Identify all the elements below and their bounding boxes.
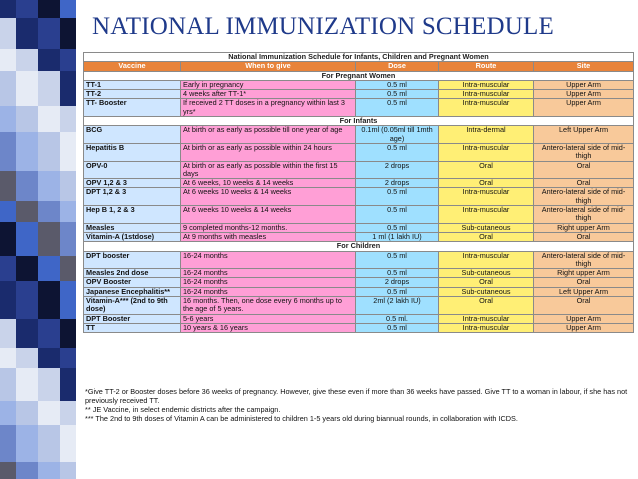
column-header: When to give bbox=[181, 62, 356, 71]
table-cell: OPV Booster bbox=[84, 278, 181, 287]
table-cell: 1 ml (1 lakh IU) bbox=[356, 232, 439, 241]
table-cell: 2 drops bbox=[356, 161, 439, 179]
table-row bbox=[84, 251, 634, 269]
table-cell: 0.5 ml bbox=[356, 188, 439, 206]
table-cell: At birth or as early as possible within the first 15 days bbox=[181, 161, 356, 179]
table-cell: Vitamin-A (1stdose) bbox=[84, 232, 181, 241]
table-cell: Intra-muscular bbox=[439, 143, 534, 161]
table-cell: Japanese Encephalitis** bbox=[84, 287, 181, 296]
table-cell: At birth or as early as possible till one year of age bbox=[181, 126, 356, 144]
table-cell: Antero-lateral side of mid-thigh bbox=[534, 251, 634, 269]
table-cell: Sub-cutaneous bbox=[439, 223, 534, 232]
table-cell: Oral bbox=[439, 161, 534, 179]
table-cell: 4 weeks after TT-1* bbox=[181, 90, 356, 99]
table-cell: Antero-lateral side of mid-thigh bbox=[534, 188, 634, 206]
table-cell: At 6 weeks 10 weeks & 14 weeks bbox=[181, 188, 356, 206]
table-cell: 0.5 ml bbox=[356, 99, 439, 117]
footnote: *** The 2nd to 9th doses of Vitamin A can be administered to children 1-5 years old during biannual rounds, in collaboration with ICDS. bbox=[85, 414, 518, 423]
table-row bbox=[84, 314, 634, 323]
table-cell: Oral bbox=[534, 278, 634, 287]
table-row bbox=[84, 179, 634, 188]
group-header: For Infants bbox=[84, 117, 634, 126]
table-cell: 2 drops bbox=[356, 278, 439, 287]
table-cell: 0.5 ml bbox=[356, 223, 439, 232]
table-cell: Upper Arm bbox=[534, 80, 634, 89]
table-cell: 16-24 months bbox=[181, 269, 356, 278]
table-cell: Intra-muscular bbox=[439, 206, 534, 224]
table-row bbox=[84, 297, 634, 315]
table-cell: OPV-0 bbox=[84, 161, 181, 179]
table-cell: Intra-muscular bbox=[439, 188, 534, 206]
table-cell: Oral bbox=[439, 179, 534, 188]
table-cell: Oral bbox=[534, 232, 634, 241]
table-cell: TT-1 bbox=[84, 80, 181, 89]
immunization-schedule-image bbox=[83, 52, 633, 477]
table-row bbox=[84, 278, 634, 287]
table-cell: 16 months. Then, one dose every 6 months up to the age of 5 years. bbox=[181, 297, 356, 315]
table-cell: 0.5 ml bbox=[356, 323, 439, 332]
table-cell: Oral bbox=[534, 297, 634, 315]
table-cell: Measles 2nd dose bbox=[84, 269, 181, 278]
table-cell: 0.5 ml bbox=[356, 251, 439, 269]
table-cell: DPT 1,2 & 3 bbox=[84, 188, 181, 206]
column-header: Dose bbox=[356, 62, 439, 71]
table-cell: 16-24 months bbox=[181, 287, 356, 296]
table-cell: Antero-lateral side of mid-thigh bbox=[534, 143, 634, 161]
table-row bbox=[84, 232, 634, 241]
table-cell: 0.5 ml bbox=[356, 80, 439, 89]
table-cell: If received 2 TT doses in a pregnancy within last 3 yrs* bbox=[181, 99, 356, 117]
table-row bbox=[84, 90, 634, 99]
table-cell: 0.5 ml bbox=[356, 287, 439, 296]
table-cell: DPT Booster bbox=[84, 314, 181, 323]
column-header: Route bbox=[439, 62, 534, 71]
table-row bbox=[84, 223, 634, 232]
table-row bbox=[84, 323, 634, 332]
schedule-table bbox=[83, 52, 634, 333]
table-cell: Hep B 1, 2 & 3 bbox=[84, 206, 181, 224]
table-cell: Oral bbox=[439, 278, 534, 287]
table-cell: Intra-muscular bbox=[439, 314, 534, 323]
table-cell: Right upper Arm bbox=[534, 223, 634, 232]
table-cell: 0.5 ml bbox=[356, 143, 439, 161]
table-cell: At 6 weeks, 10 weeks & 14 weeks bbox=[181, 179, 356, 188]
table-caption: National Immunization Schedule for Infants, Children and Pregnant Women bbox=[84, 53, 634, 62]
table-cell: Upper Arm bbox=[534, 323, 634, 332]
table-cell: Measles bbox=[84, 223, 181, 232]
table-cell: At 9 months with measles bbox=[181, 232, 356, 241]
slide-title: NATIONAL IMMUNIZATION SCHEDULE bbox=[92, 13, 554, 40]
table-cell: Early in pregnancy bbox=[181, 80, 356, 89]
table-cell: 0.5 ml bbox=[356, 90, 439, 99]
table-cell: 0.1ml (0.05ml till 1mth age) bbox=[356, 126, 439, 144]
table-cell: Intra-muscular bbox=[439, 323, 534, 332]
table-cell: Right upper Arm bbox=[534, 269, 634, 278]
table-row bbox=[84, 126, 634, 144]
table-cell: Oral bbox=[439, 297, 534, 315]
table-row bbox=[84, 143, 634, 161]
table-cell: 2 drops bbox=[356, 179, 439, 188]
table-cell: Antero-lateral side of mid-thigh bbox=[534, 206, 634, 224]
table-cell: 16-24 months bbox=[181, 278, 356, 287]
table-cell: 16-24 months bbox=[181, 251, 356, 269]
decorative-mosaic-strip bbox=[0, 0, 76, 479]
table-cell: At 6 weeks 10 weeks & 14 weeks bbox=[181, 206, 356, 224]
table-cell: Upper Arm bbox=[534, 90, 634, 99]
table-cell: Upper Arm bbox=[534, 99, 634, 117]
table-cell: Left Upper Arm bbox=[534, 287, 634, 296]
table-row bbox=[84, 188, 634, 206]
table-row bbox=[84, 99, 634, 117]
table-cell: BCG bbox=[84, 126, 181, 144]
table-cell: 10 years & 16 years bbox=[181, 323, 356, 332]
table-cell: Left Upper Arm bbox=[534, 126, 634, 144]
table-cell: 0.5 ml bbox=[356, 269, 439, 278]
table-row bbox=[84, 287, 634, 296]
table-cell: Oral bbox=[534, 161, 634, 179]
footnotes bbox=[85, 387, 630, 423]
table-cell: Oral bbox=[439, 232, 534, 241]
table-row bbox=[84, 80, 634, 89]
footnote: ** JE Vaccine, in select endemic districts after the campaign. bbox=[85, 405, 281, 414]
table-cell: Vitamin-A*** (2nd to 9th dose) bbox=[84, 297, 181, 315]
table-cell: Oral bbox=[534, 179, 634, 188]
table-row bbox=[84, 161, 634, 179]
column-header: Site bbox=[534, 62, 634, 71]
table-cell: 9 completed months-12 months. bbox=[181, 223, 356, 232]
group-header: For Children bbox=[84, 242, 634, 251]
table-cell: At birth or as early as possible within 24 hours bbox=[181, 143, 356, 161]
table-cell: 5-6 years bbox=[181, 314, 356, 323]
table-cell: Sub-cutaneous bbox=[439, 269, 534, 278]
column-header: Vaccine bbox=[84, 62, 181, 71]
table-cell: OPV 1,2 & 3 bbox=[84, 179, 181, 188]
table-cell: Intra-muscular bbox=[439, 80, 534, 89]
table-cell: TT-2 bbox=[84, 90, 181, 99]
table-cell: Upper Arm bbox=[534, 314, 634, 323]
table-cell: TT- Booster bbox=[84, 99, 181, 117]
table-cell: Intra-muscular bbox=[439, 251, 534, 269]
table-cell: Intra-dermal bbox=[439, 126, 534, 144]
table-cell: 2ml (2 lakh IU) bbox=[356, 297, 439, 315]
table-cell: 0.5 ml. bbox=[356, 314, 439, 323]
footnote: *Give TT-2 or Booster doses before 36 weeks of pregnancy. However, give these even if more than 36 weeks have passed. Give TT to a woman in labour, if she has not previously received TT. bbox=[85, 387, 628, 405]
table-cell: DPT booster bbox=[84, 251, 181, 269]
table-cell: Hepatitis B bbox=[84, 143, 181, 161]
table-cell: 0.5 ml bbox=[356, 206, 439, 224]
table-row bbox=[84, 269, 634, 278]
table-cell: Intra-muscular bbox=[439, 90, 534, 99]
table-cell: Sub-cutaneous bbox=[439, 287, 534, 296]
table-row bbox=[84, 206, 634, 224]
table-cell: TT bbox=[84, 323, 181, 332]
group-header: For Pregnant Women bbox=[84, 71, 634, 80]
table-cell: Intra-muscular bbox=[439, 99, 534, 117]
